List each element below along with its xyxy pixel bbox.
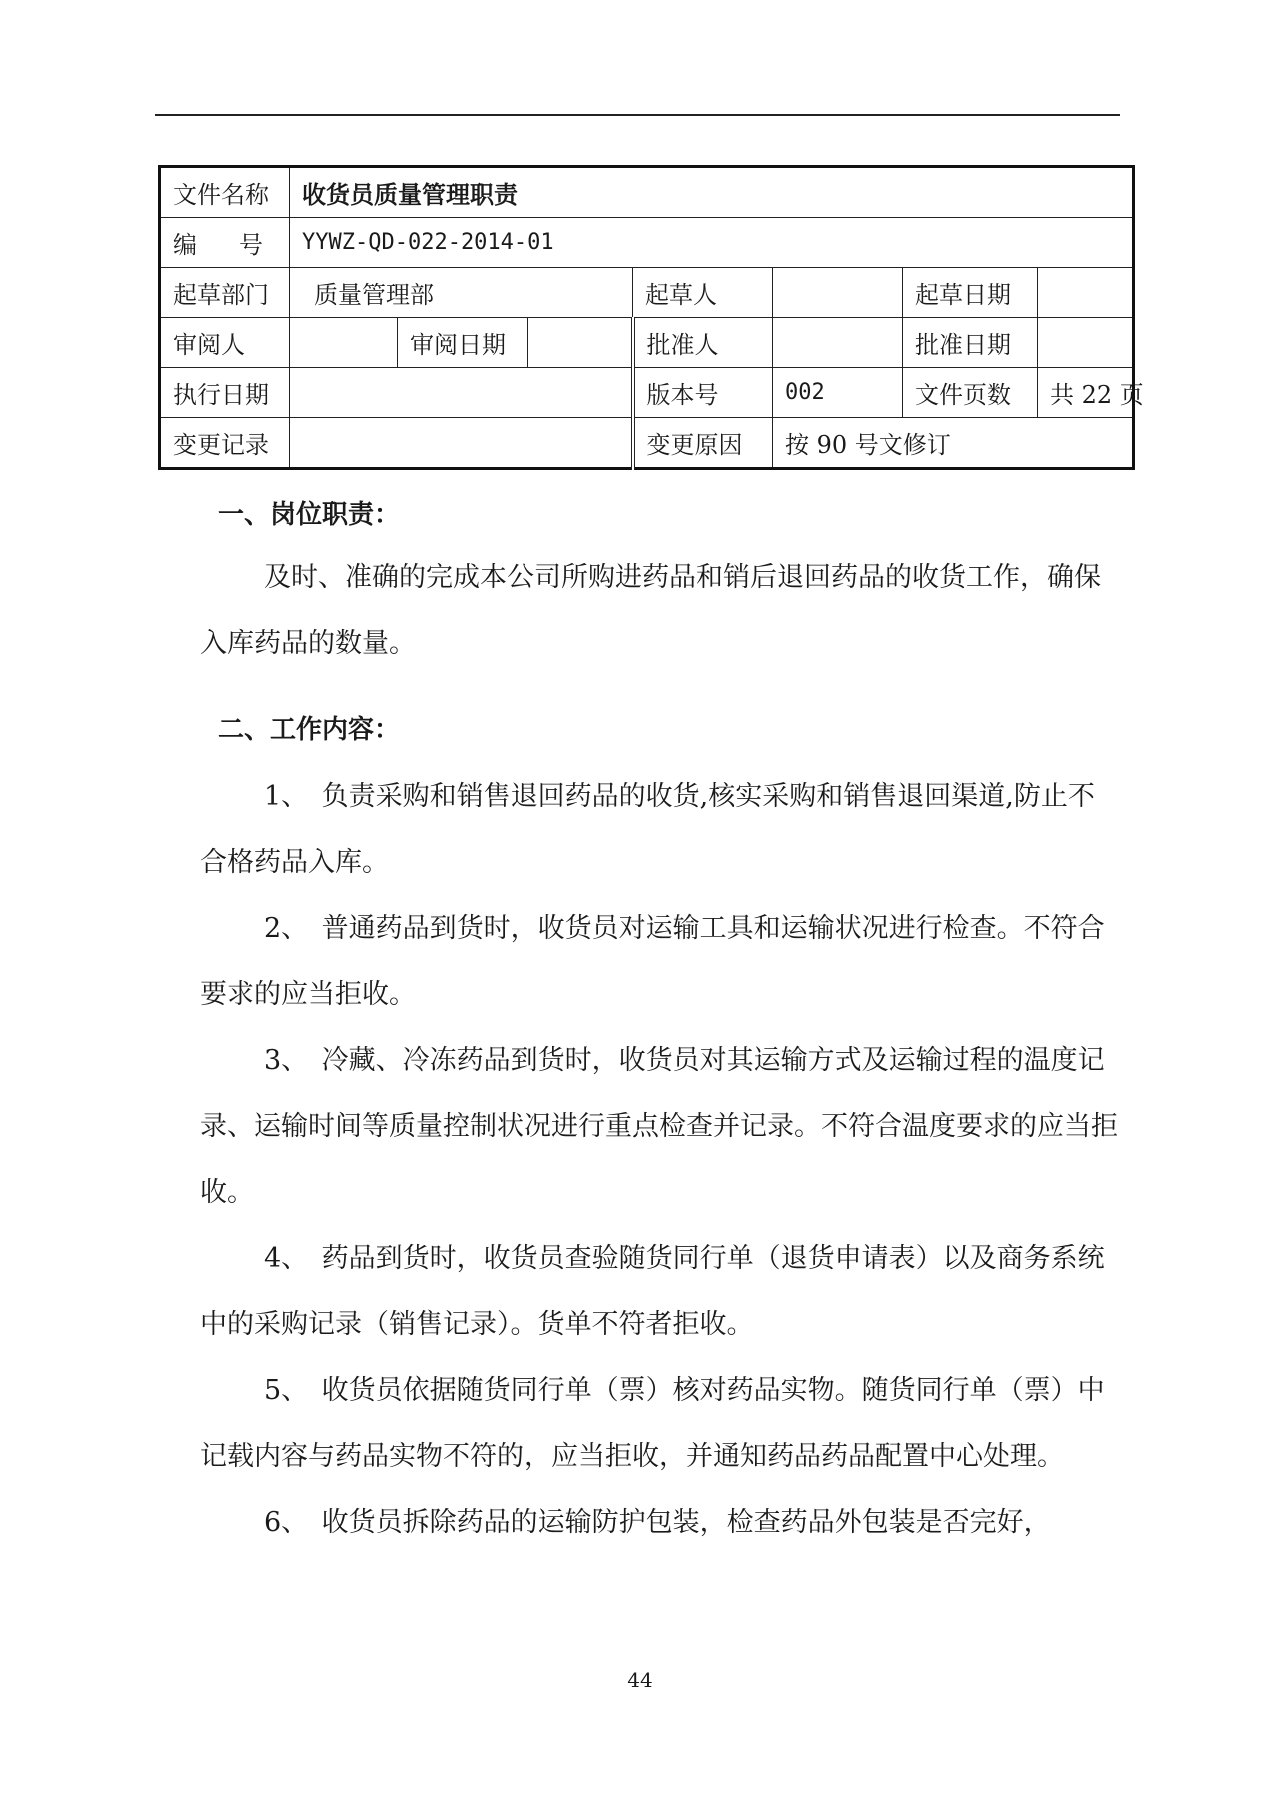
- row-change: [160, 418, 1134, 469]
- draft-dept-value: 质量管理部: [290, 268, 633, 318]
- row-draft: [160, 268, 1134, 318]
- section1-heading: 一、岗位职责：: [218, 500, 401, 530]
- row-file-name: [160, 167, 1134, 218]
- draft-date-value: [1038, 268, 1134, 318]
- exec-date-value: [290, 368, 633, 418]
- change-record-value: [290, 418, 633, 469]
- section1-paragraph: 及时、准确的完成本公司所购进药品和销后退回药品的收货工作，确保入库药品的数量。: [200, 562, 1101, 659]
- approve-date-value: [1038, 318, 1134, 368]
- draft-dept-label: 起草部门: [160, 268, 290, 318]
- row-review: [160, 318, 1134, 368]
- version-label: 版本号: [633, 368, 773, 418]
- document-body: [200, 494, 1120, 1556]
- row-execution: [160, 368, 1134, 418]
- approver-value: [773, 318, 903, 368]
- list-item: 2、 普通药品到货时，收货员对运输工具和运输状况进行检查。不符合要求的应当拒收。: [200, 913, 1105, 1010]
- pages-label: 文件页数: [903, 368, 1038, 418]
- number-label: 编号: [160, 218, 290, 268]
- list-item: 3、 冷藏、冷冻药品到货时，收货员对其运输方式及运输过程的温度记录、运输时间等质量控制状况进行重点检查并记录。不符合温度要求的应当拒收。: [200, 1045, 1118, 1208]
- exec-date-label: 执行日期: [160, 368, 290, 418]
- drafter-label: 起草人: [633, 268, 773, 318]
- reviewer-label: 审阅人: [160, 318, 290, 368]
- version-value: 002: [773, 368, 903, 418]
- list-item: 6、 收货员拆除药品的运输防护包装，检查药品外包装是否完好，: [264, 1507, 1051, 1538]
- change-reason-label: 变更原因: [633, 418, 773, 469]
- document-info-table: [158, 165, 1144, 470]
- row-number: [160, 218, 1134, 268]
- approve-date-label: 批准日期: [903, 318, 1038, 368]
- file-name-label: 文件名称: [160, 167, 290, 218]
- review-date-label: 审阅日期: [398, 318, 528, 368]
- change-reason-value: 按 90 号文修订: [773, 418, 1134, 469]
- list-item: 1、 负责采购和销售退回药品的收货,核实采购和销售退回渠道,防止不合格药品入库。: [200, 781, 1095, 878]
- review-date-value: [528, 318, 633, 368]
- reviewer-value: [290, 318, 398, 368]
- approver-label: 批准人: [633, 318, 773, 368]
- header-rule: [155, 114, 1120, 116]
- draft-date-label: 起草日期: [903, 268, 1038, 318]
- change-record-label: 变更记录: [160, 418, 290, 469]
- list-item: 5、 收货员依据随货同行单（票）核对药品实物。随货同行单（票）中记载内容与药品实物不符的，应当拒收，并通知药品药品配置中心处理。: [200, 1375, 1105, 1472]
- pages-value: 共 22 页: [1038, 368, 1134, 418]
- number-value: YYWZ-QD-022-2014-01: [290, 218, 1134, 268]
- file-name-value: 收货员质量管理职责: [290, 167, 1134, 218]
- section2-heading: 二、工作内容：: [218, 715, 401, 745]
- drafter-value: [773, 268, 903, 318]
- list-item: 4、 药品到货时，收货员查验随货同行单（退货申请表）以及商务系统中的采购记录（销售记录）。货单不符者拒收。: [200, 1243, 1105, 1340]
- page-number: 44: [627, 1668, 653, 1692]
